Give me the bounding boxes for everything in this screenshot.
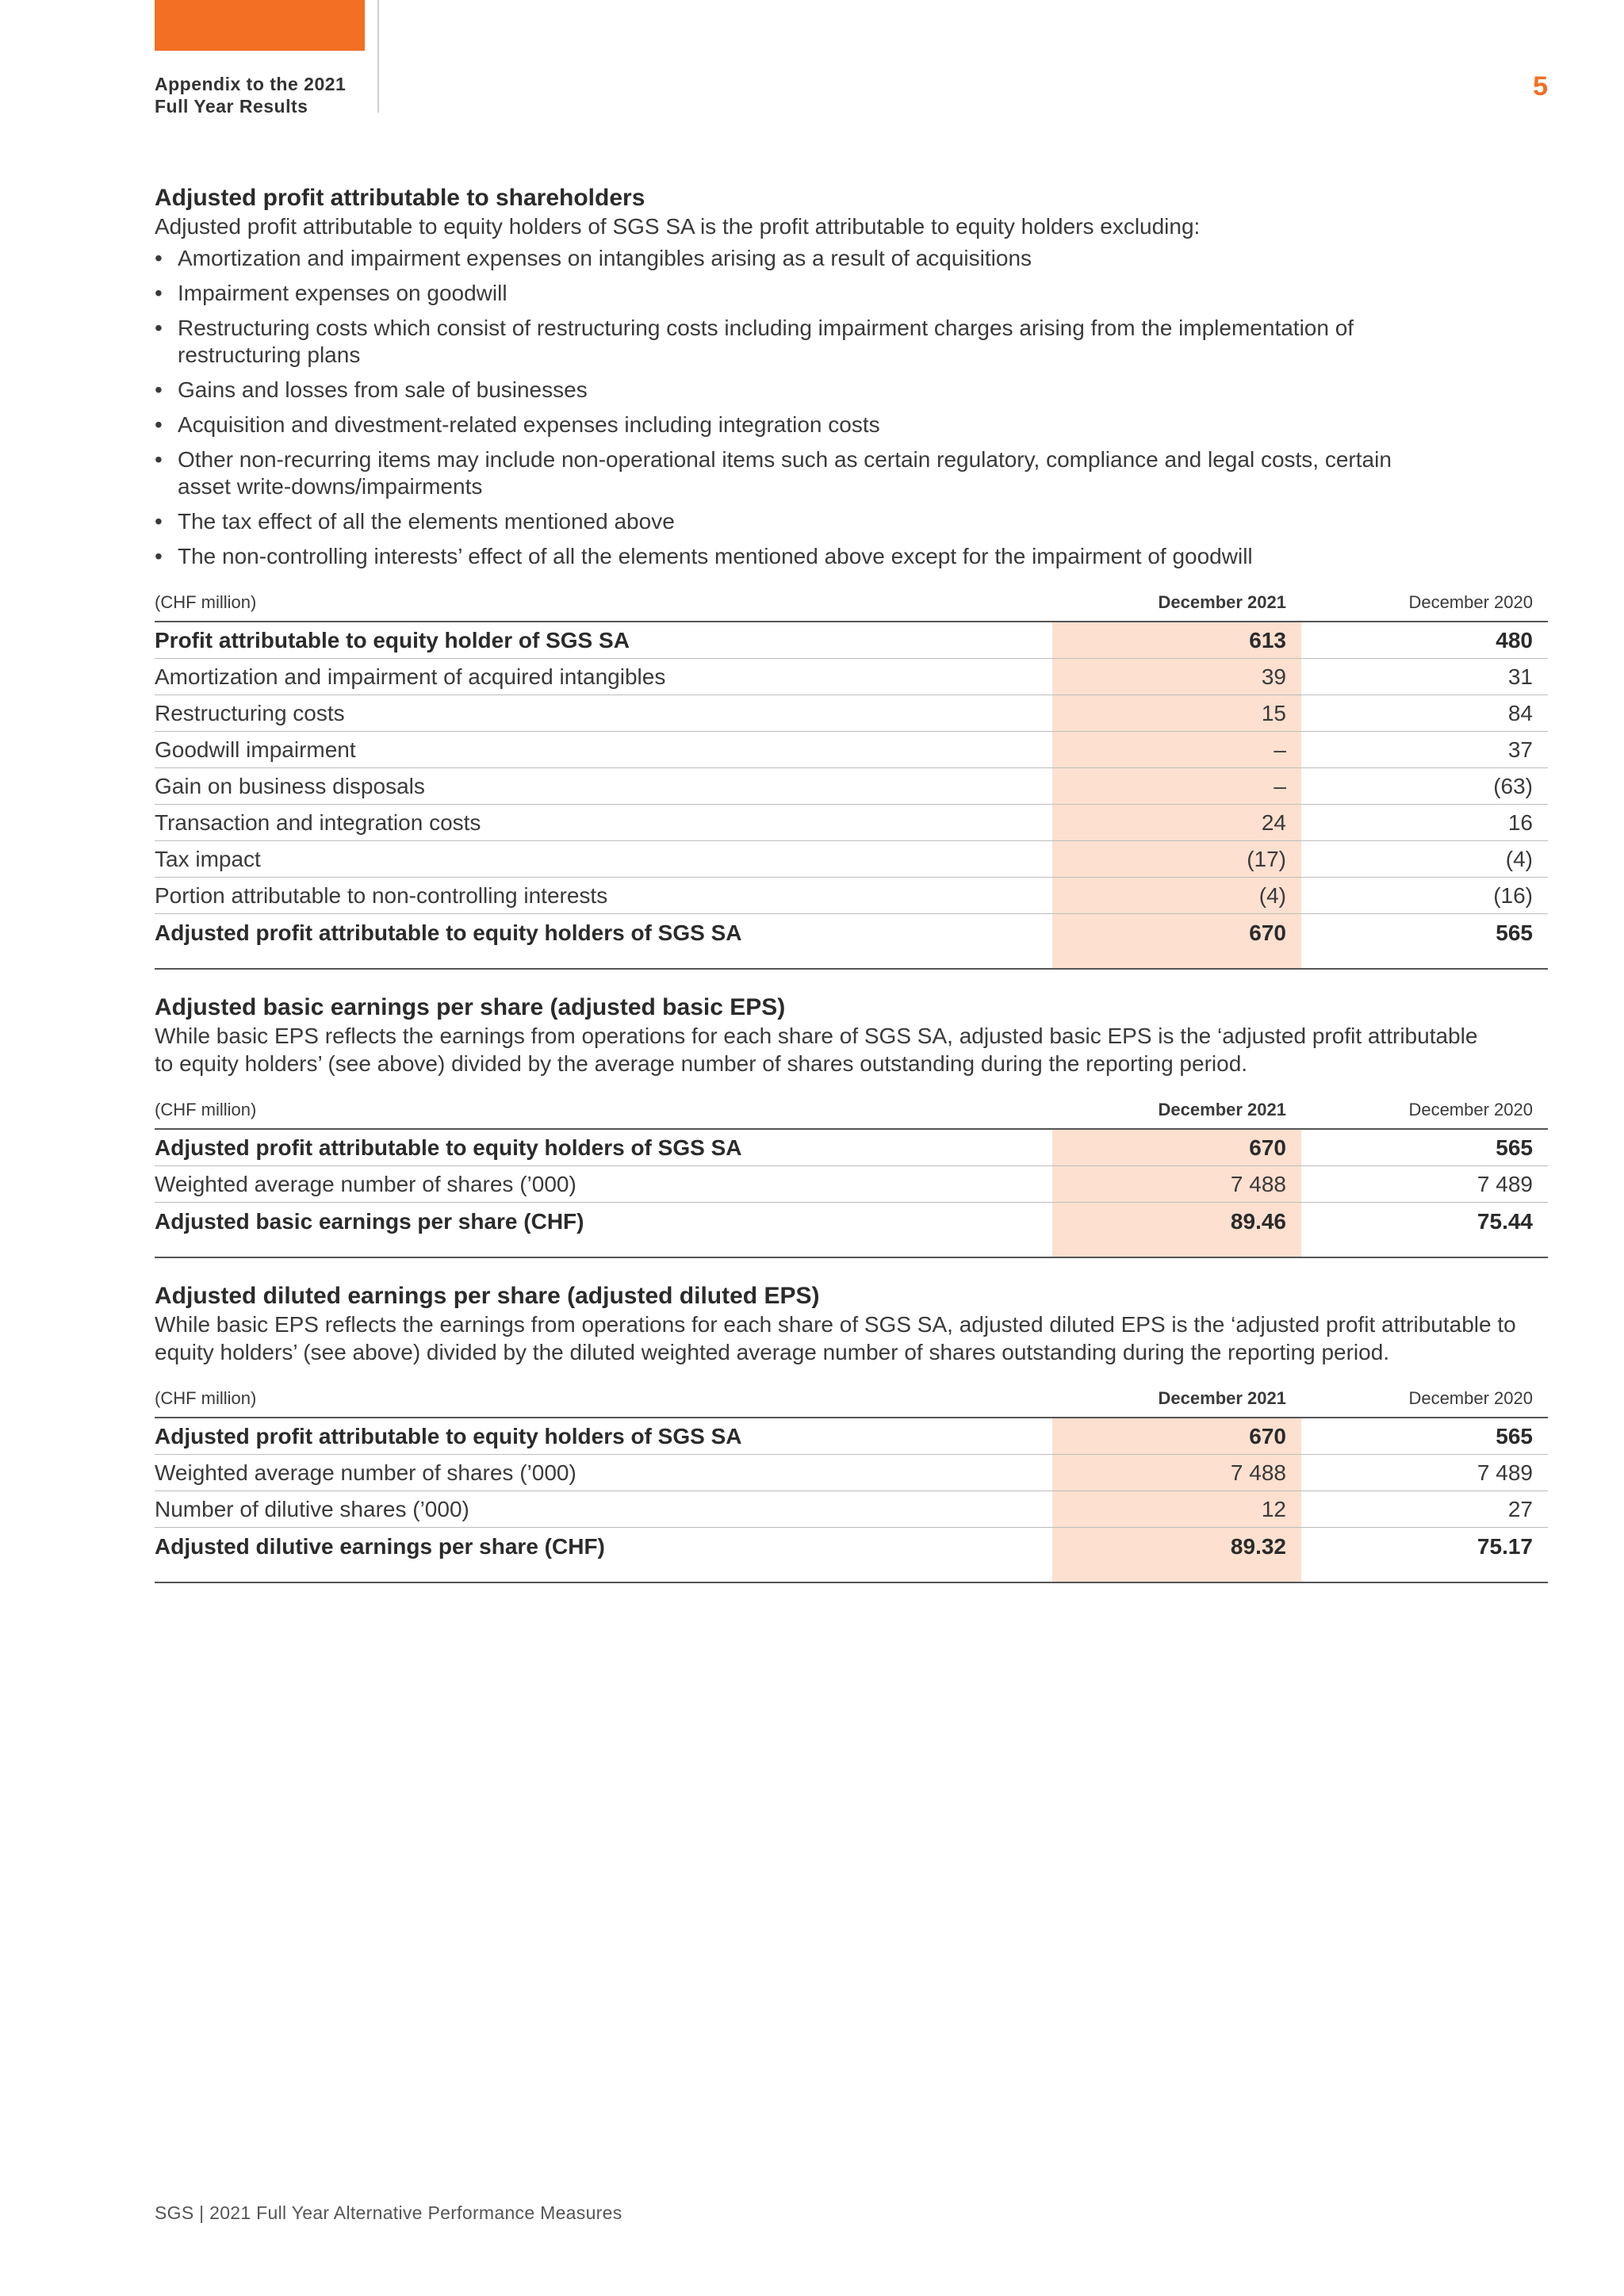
section-heading: Adjusted basic earnings per share (adjusted basic EPS) <box>155 994 786 1020</box>
adjusted-profit-table <box>155 584 1548 970</box>
value-2021: 12 <box>1052 1491 1301 1528</box>
row-label: Amortization and impairment of acquired intangibles <box>155 659 1052 695</box>
table-row <box>155 1491 1548 1528</box>
value-2020: 75.44 <box>1301 1203 1548 1258</box>
column-header-2021: December 2021 <box>1052 584 1301 622</box>
table-header-row <box>155 1380 1548 1418</box>
value-2021: 15 <box>1052 695 1301 732</box>
row-label: Portion attributable to non-controlling interests <box>155 878 1052 914</box>
adjusted-diluted-eps-table <box>155 1380 1548 1583</box>
table-total-row <box>155 1203 1548 1258</box>
list-item: • The non-controlling interests’ effect of all the elements mentioned above except for the impairment of goodwill <box>155 543 1392 570</box>
table-row <box>155 878 1548 914</box>
value-2020: 7 489 <box>1301 1166 1548 1203</box>
document-title-line1: Appendix to the 2021 <box>155 74 347 94</box>
table-row <box>155 732 1548 768</box>
section-intro-line2: equity holders’ (see above) divided by the diluted weighted average number of shares outstanding during the reporting period. <box>155 1340 1390 1364</box>
section-heading: Adjusted profit attributable to shareholders <box>155 185 645 211</box>
section-intro-line1: While basic EPS reflects the earnings from operations for each share of SGS SA, adjusted diluted EPS is the ‘adjusted profit attributable to <box>155 1312 1516 1337</box>
list-item: • Amortization and impairment expenses on intangibles arising as a result of acquisitions <box>155 245 1392 272</box>
page-footer: SGS | 2021 Full Year Alternative Performance Measures <box>155 2202 622 2223</box>
value-2021: 613 <box>1052 622 1301 659</box>
value-2020: 565 <box>1301 1418 1548 1455</box>
section-adjusted-diluted-eps <box>155 1282 1548 1583</box>
document-title <box>155 73 377 117</box>
value-2020: 84 <box>1301 695 1548 732</box>
header-divider <box>377 0 379 113</box>
table-header-row <box>155 584 1548 622</box>
value-2020: (4) <box>1301 841 1548 878</box>
value-2021: – <box>1052 732 1301 768</box>
value-2020: 75.17 <box>1301 1528 1548 1583</box>
table-row <box>155 1455 1548 1491</box>
section-adjusted-profit <box>155 184 1548 970</box>
value-2021: 670 <box>1052 914 1301 970</box>
row-label: Weighted average number of shares (’000) <box>155 1455 1052 1491</box>
column-header-2021: December 2021 <box>1052 1380 1301 1418</box>
row-label: Adjusted profit attributable to equity holders of SGS SA <box>155 1129 1052 1166</box>
row-label: Profit attributable to equity holder of SGS SA <box>155 622 1052 659</box>
value-2020: 7 489 <box>1301 1455 1548 1491</box>
value-2020: 31 <box>1301 659 1548 695</box>
table-row <box>155 695 1548 732</box>
section-intro: Adjusted profit attributable to equity holders of SGS SA is the profit attributable to equity holders excluding: <box>155 214 1201 239</box>
section-adjusted-basic-eps <box>155 993 1548 1258</box>
section-intro-line2: to equity holders’ (see above) divided by the average number of shares outstanding during the reporting period. <box>155 1051 1248 1076</box>
value-2020: 565 <box>1301 1129 1548 1166</box>
value-2021: (4) <box>1052 878 1301 914</box>
row-label: Gain on business disposals <box>155 768 1052 805</box>
page-content <box>155 184 1548 1583</box>
column-header-2020: December 2020 <box>1301 1092 1548 1129</box>
adjusted-basic-eps-table <box>155 1092 1548 1258</box>
table-row <box>155 1129 1548 1166</box>
row-label: Adjusted dilutive earnings per share (CHF) <box>155 1528 1052 1583</box>
table-header-row <box>155 1092 1548 1129</box>
value-2021: 7 488 <box>1052 1166 1301 1203</box>
column-header-2020: December 2020 <box>1301 584 1548 622</box>
table-row <box>155 805 1548 841</box>
column-header-2021: December 2021 <box>1052 1092 1301 1129</box>
row-label: Transaction and integration costs <box>155 805 1052 841</box>
brand-color-block <box>155 0 365 51</box>
row-label: Tax impact <box>155 841 1052 878</box>
section-heading: Adjusted diluted earnings per share (adjusted diluted EPS) <box>155 1283 820 1309</box>
table-row <box>155 1418 1548 1455</box>
value-2021: (17) <box>1052 841 1301 878</box>
row-label: Goodwill impairment <box>155 732 1052 768</box>
list-item: • Impairment expenses on goodwill <box>155 280 1392 307</box>
value-2020: (16) <box>1301 878 1548 914</box>
unit-label: (CHF million) <box>155 1092 1052 1129</box>
table-row <box>155 1166 1548 1203</box>
list-item: • Restructuring costs which consist of restructuring costs including impairment charges arising from the implementation of restructuring plans <box>155 315 1392 369</box>
row-label: Adjusted basic earnings per share (CHF) <box>155 1203 1052 1258</box>
list-item: • Other non-recurring items may include non-operational items such as certain regulatory, compliance and legal costs, certain asset write-downs/impairments <box>155 446 1392 500</box>
value-2021: 670 <box>1052 1418 1301 1455</box>
value-2021: 89.32 <box>1052 1528 1301 1583</box>
value-2021: 89.46 <box>1052 1203 1301 1258</box>
column-header-2020: December 2020 <box>1301 1380 1548 1418</box>
value-2020: 16 <box>1301 805 1548 841</box>
value-2021: 24 <box>1052 805 1301 841</box>
table-total-row <box>155 1528 1548 1583</box>
value-2020: 37 <box>1301 732 1548 768</box>
unit-label: (CHF million) <box>155 584 1052 622</box>
row-label: Weighted average number of shares (’000) <box>155 1166 1052 1203</box>
unit-label: (CHF million) <box>155 1380 1052 1418</box>
row-label: Number of dilutive shares (’000) <box>155 1491 1052 1528</box>
list-item: • Acquisition and divestment-related expenses including integration costs <box>155 411 1392 438</box>
value-2020: 27 <box>1301 1491 1548 1528</box>
document-title-line2: Full Year Results <box>155 96 308 117</box>
table-row <box>155 768 1548 805</box>
value-2020: (63) <box>1301 768 1548 805</box>
value-2020: 480 <box>1301 622 1548 659</box>
table-row <box>155 659 1548 695</box>
table-row <box>155 841 1548 878</box>
list-item: • Gains and losses from sale of businesses <box>155 377 1392 404</box>
row-label: Restructuring costs <box>155 695 1052 732</box>
page-number: 5 <box>1533 71 1548 101</box>
exclusions-list <box>155 245 1392 570</box>
list-item: • The tax effect of all the elements mentioned above <box>155 508 1392 535</box>
value-2021: 670 <box>1052 1129 1301 1166</box>
section-intro-line1: While basic EPS reflects the earnings from operations for each share of SGS SA, adjusted basic EPS is the ‘adjusted profit attributable <box>155 1024 1478 1048</box>
value-2021: 39 <box>1052 659 1301 695</box>
value-2021: – <box>1052 768 1301 805</box>
value-2020: 565 <box>1301 914 1548 970</box>
table-total-row <box>155 914 1548 970</box>
row-label: Adjusted profit attributable to equity holders of SGS SA <box>155 1418 1052 1455</box>
table-row <box>155 622 1548 659</box>
value-2021: 7 488 <box>1052 1455 1301 1491</box>
row-label: Adjusted profit attributable to equity holders of SGS SA <box>155 914 1052 970</box>
